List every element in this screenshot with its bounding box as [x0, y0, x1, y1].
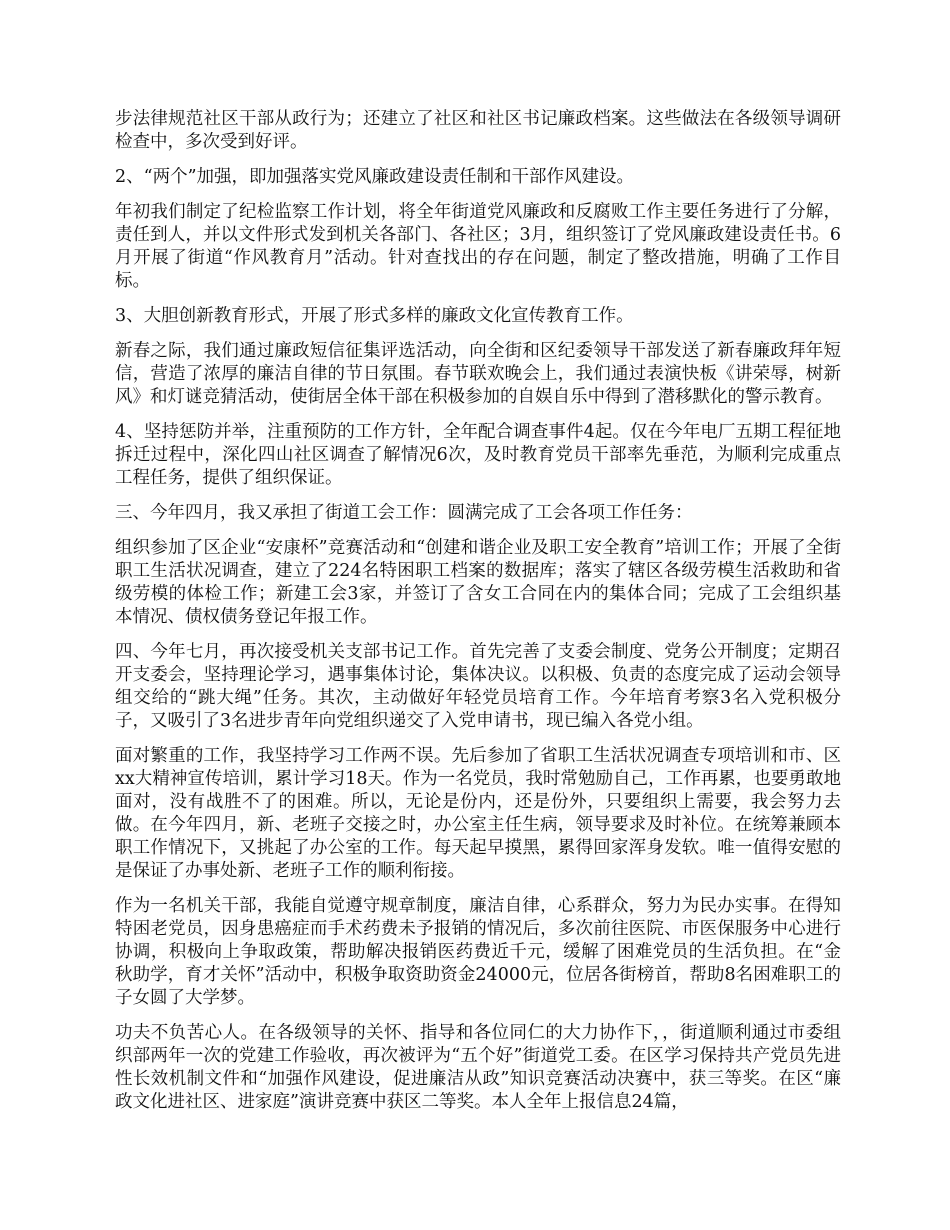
- paragraph-section-three: 三、今年四月，我又承担了街道工会工作：圆满完成了工会各项工作任务：: [115, 503, 693, 523]
- document-body: [115, 108, 841, 1126]
- paragraph-spring-festival: 新春之际，我们通过廉政短信征集评选活动，向全街和区纪委领导干部发送了新春廉政拜年短信，营造了浓厚的廉洁自律的节日氛围。春节联欢晚会上，我们通过表演快板《讲荣辱，树新风》和灯谜竞猜活动，使街居全体干部在积极参加的自娱自乐中得到了潜移默化的警示教育。: [115, 341, 841, 407]
- paragraph-heading-3: 3、大胆创新教育形式，开展了形式多样的廉政文化宣传教育工作。: [115, 306, 634, 326]
- paragraph-achievements: 功夫不负苦心人。在各级领导的关怀、指导和各位同仁的大力协作下，，街道顺利通过市委组织部两年一次的党建工作验收，再次被评为“五个好”街道党工委。在区学习保持共产党员先进性长效机制文件和“加强作风建设，促进廉洁从政”知识竞赛活动决赛中，获三等奖。在区“廉政文化进社区、进家庭”演讲竞赛中获区二等奖。本人全年上报信息24篇，: [115, 1023, 841, 1112]
- paragraph-continuation: 步法律规范社区干部从政行为；还建立了社区和社区书记廉政档案。这些做法在各级领导调研检查中，多次受到好评。: [115, 109, 841, 152]
- paragraph-heading-4: 4、坚持惩防并举，注重预防的工作方针，全年配合调查事件4起。仅在今年电厂五期工程征地拆迁过程中，深化四山社区调查了解情况6次，及时教育党员干部率先垂范，为顺利完成重点工程任务，提供了组织保证。: [115, 422, 841, 488]
- paragraph-section-four: 四、今年七月，再次接受机关支部书记工作。首先完善了支委会制度、党务公开制度；定期召开支委会，坚持理论学习，遇事集体讨论，集体决议。以积极、负责的态度完成了运动会领导组交给的“跳大绳”任务。其次，主动做好年轻党员培育工作。今年培育考察3名入党积极分子，又吸引了3名进步青年向党组织递交了入党申请书，现已编入各党小组。: [115, 642, 841, 731]
- paragraph-self-discipline: 作为一名机关干部，我能自觉遵守规章制度，廉洁自律，心系群众，努力为民办实事。在得知特困老党员，因身患癌症而手术药费未予报销的情况后，多次前往医院、市医保服务中心进行协调，积极向上争取政策，帮助解决报销医药费近千元，缓解了困难党员的生活负担。在“金秋助学，育才关怀”活动中，积极争取资助资金24000元，位居各街榜首，帮助8名困难职工的子女圆了大学梦。: [115, 896, 841, 1008]
- paragraph-heading-2: 2、“两个”加强，即加强落实党风廉政建设责任制和干部作风建设。: [115, 167, 635, 187]
- paragraph-union-work: 组织参加了区企业“安康杯”竞赛活动和“创建和谐企业及职工安全教育”培训工作；开展了全街职工生活状况调查，建立了224名特困职工档案的数据库；落实了辖区各级劳模生活救助和省级劳模的体检工作；新建工会3家，并签订了含女工合同在内的集体合同；完成了工会组织基本情况、债权债务登记年报工作。: [115, 538, 841, 627]
- paragraph-discipline-plan: 年初我们制定了纪检监察工作计划，将全年街道党风廉政和反腐败工作主要任务进行了分解，责任到人，并以文件形式发到机关各部门、各社区；3月，组织签订了党风廉政建设责任书。6月开展了街道“作风教育月”活动。针对查找出的存在问题，制定了整改措施，明确了工作目标。: [115, 202, 841, 291]
- paragraph-study-work: 面对繁重的工作，我坚持学习工作两不误。先后参加了省职工生活状况调查专项培训和市、区xx大精神宣传培训，累计学习18天。作为一名党员，我时常勉励自己，工作再累，也要勇敢地面对，没有战胜不了的困难。所以，无论是份内，还是份外，只要组织上需要，我会努力去做。在今年四月，新、老班子交接之时，办公室主任生病，领导要求及时补位。在统筹兼顾本职工作情况下，又挑起了办公室的工作。每天起早摸黑，累得回家浑身发软。唯一值得安慰的是保证了办事处新、老班子工作的顺利衔接。: [115, 746, 841, 881]
